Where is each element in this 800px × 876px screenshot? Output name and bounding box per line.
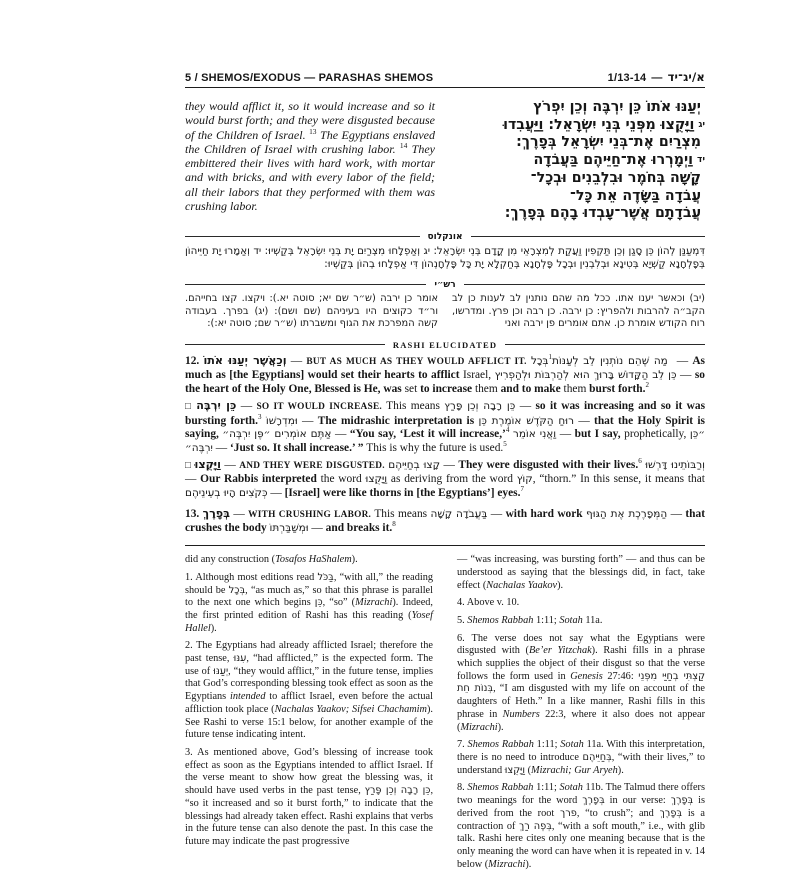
verse-reference-hebrew: א/יג־יד: [667, 70, 705, 84]
hebrew-verse-line: מִצְרַיִם אֶת־בְּנֵי יִשְׂרָאֵל בְּפָרֶךְ:: [516, 134, 701, 151]
verse-number-marker: יד: [697, 155, 705, 166]
footnote-continuation: did any construction (Tosafos HaShalem).: [185, 554, 358, 566]
verse-number-marker: יג: [698, 119, 705, 130]
rashi-elucidated-divider: [185, 340, 705, 350]
divider-rule: [471, 236, 706, 237]
footnote-4: 4. Above v. 10.: [457, 597, 520, 609]
hebrew-verse-line: עֲבֹדָתָם אֲשֶׁר־עָבְדוּ בָהֶם בְּפָרֶךְ:: [504, 205, 701, 222]
footnotes-rule: [185, 545, 705, 546]
divider-rule: [185, 236, 420, 237]
page-reference: [608, 70, 705, 84]
footnote-3: 3. As mentioned above, God’s blessing of increase took effect as soon as the Egyptians intended to afflict Israel. If the verse meant to show how great the blessing was, it should have used verbs in the past tense, כֵּן רָבָה וְכֵן פָּרַץ, “so it increased and so it burst forth,” to indicate that the blessings had already taken effect. Rashi explains that verbs in the future tense can also denote the past. In this case the future may indicate the past progressive: [185, 746, 434, 847]
footnotes-section: [185, 554, 705, 876]
english-translation: they would afflict it, so it would increase and so it would burst forth; and they were disgusted because of the Children of Israel. $^{13}$ The Egyptians enslaved the Children of Israel with crushing labor. $^{14}$ They embittered their lives with hard work, with mortar and with bricks, and with every labor of the field; all their labors that they performed with them was crushing labor.: [185, 99, 436, 214]
hebrew-verse-line: יג וַיָּקֻצוּ מִפְּנֵי בְּנֵי יִשְׂרָאֵל: וַיַּעֲבִדוּ: [503, 116, 705, 133]
rashi-elucidated-label: RASHI ELUCIDATED: [392, 339, 498, 350]
elucidated-paragraph-ken-yirbeh: □ כֵּן יִרְבֶּה — SO IT WOULD INCREASE. This means כֵּן רָבָה וְכֵן פָּרַץ — so it was increasing and so it was bursting forth.$^3$ וּמִדְרָשׁוֹ — The midrashic interpretation is רוּחַ הַקֹּדֶשׁ אוֹמֶרֶת כֵּן — that the Holy Spirit is saying, אַתֶּם אוֹמְרִים ״פֶּן יִרְבֶּה״ — “You say, ‘Lest it will increase,’$^4$ וַאֲנִי אוֹמֵר — but I say, prophetically, ״כֵּן יִרְבֶּה״ — ‘Just so. It shall increase.’ ” This is why the future is used.$^5$: [185, 398, 706, 454]
onkelos-label: אונקלוס: [427, 231, 463, 242]
hebrew-verse-line: עֲבֹדָה בַּשָּׂדֶה אֵת כָּל־: [569, 187, 701, 204]
hebrew-verse-line: יד וַיְמָרְרוּ אֶת־חַיֵּיהֶם בַּעֲבֹדָה: [533, 152, 705, 169]
elucidated-paragraph-v13: 13. בְּפָרֶךְ — WITH CRUSHING LABOR. This means בַּעֲבֹדָה קָשָׁה — with hard work הַמְּפָרֶכֶת אֶת הַגּוּף — that crushes the body וּמְשַׁבַּרְתּוֹ — and breaks it.$^8$: [185, 506, 706, 535]
footnote-6: 6. The verse does not say what the Egyptians were disgusted with (Be’er Yitzchak). Rashi fills in a phrase which supplies the object of their disgust so that the verse follows the form used in Genesis 27:46: קַצְתִּי בְחַיַּי מִפְּנֵי בְּנוֹת חֵת, “I am disgusted with my life on account of the daughters of Heth.” In a like manner, Rashi fills in this phrase in Numbers 22:3, where it also does not appear (Mizrachi).: [457, 632, 705, 733]
onkelos-text: דִּמְעַנַּן לְהוֹן כֵּן סָגַן וְכֵן תַּקְפִין וַעֲקַת לְמִצְרָאֵי מִן קֳדָם בְּנֵי יִשְׂרָאֵל: יג וְאַפְלָחוּ מִצְרַיִם יָת בְּנֵי יִשְׂרָאֵל בְּקַשְׁיוּ: יד וְאַמָרוּ יָת חַיֵּיהוֹן בְּפָלְחָנָא קַשְׁיָא בְּטִינָא וּבְלִבְנִין וּבְכָל פָּלְחָנָא בְּחַקְלָא יָת כָּל פָּלְחָנְהוֹן דִּי אַפְלָחוּ בְהוֹן בְּקַשְׁיוּ:: [185, 244, 705, 270]
footnotes-right-column: [457, 554, 705, 876]
rashi-text: [185, 293, 705, 331]
divider-rule: [185, 344, 385, 345]
torah-section: [185, 99, 705, 223]
rashi-elucidated-section: [185, 354, 705, 536]
footnotes-left-column: [185, 554, 433, 876]
footnote-1: 1. Although most editions read בַּכֹּל, “with all,” the reading should be בְּכָל, “as much as,” so that this phrase is parallel to the next one which begins כֵּן, “so” (Mizrachi). Indeed, the first printed edition of Rashi has this reading (Yosef Hallel).: [185, 571, 434, 634]
footnote-3-continuation: — “was increasing, was bursting forth” — and thus can be understood as saying that the blessings did, in fact, take effect (Nachalas Yaakov).: [457, 554, 705, 591]
verse-reference-english: 1/13-14: [607, 72, 647, 84]
rashi-divider: [185, 280, 705, 290]
footnote-8: 8. Shemos Rabbah 1:11; Sotah 11b. The Talmud there offers two meanings for the word בְּפָרֶךְ in our verse: בְּפָרֶךְ is derived from the root פרך, “to crush”; and בְּפָרֶךְ is a contraction of בְּפֶה רַךְ, “with a soft mouth,” i.e., with glib talk. Rashi here cites only one meaning because that is the only meaning the word can have when it is repeated in v. 14 below (Mizrachi).: [457, 782, 705, 870]
divider-rule: [464, 284, 705, 285]
rashi-column-left: אומר כן ירבה (ש״ר שם יא; סוטה יא.): ויקצו. קצו בחייהם. ור״ד כקוצים היו בעיניהם (שם ושם): (יג) בפרך. בעבודה קשה המפרכת את הגוף ומשברתו (ש״ר שם; סוטה יא:):: [185, 292, 438, 330]
book-page: [185, 0, 705, 876]
hebrew-verse-column: [445, 99, 705, 223]
rashi-label: רש״י: [434, 279, 456, 290]
divider-rule: [185, 284, 426, 285]
reference-separator: —: [651, 72, 663, 84]
footnote-2: 2. The Egyptians had already afflicted Israel; therefore the past tense, עִנּוּ, “had afflicted,” is the expected form. The use of יְעַנּוּ, “they would afflict,” in the future tense, implies that God’s corresponding blessing took effect as soon as the Egyptians intended to afflict Israel, even before the actual affliction took place (Nachalas Yaakov; Sifsei Chachamim). See Rashi to verse 15:1 below, for another example of the future tense indicating intent.: [185, 640, 433, 741]
onkelos-divider: [185, 232, 705, 242]
rashi-column-right: (יב) וכאשר יענו אתו. ככל מה שהם נותנין לב לענות כן לב הקב״ה להרבות ולהפריץ: כן ירבה. כן רבה וכן פרץ. ומדרשו, רוח הקודש אומרת כן. אתם אומרים פן ירבה ואני: [452, 292, 705, 330]
page-header: [185, 70, 705, 88]
book-title: 5 / SHEMOS/EXODUS — PARASHAS SHEMOS: [185, 72, 434, 84]
elucidated-paragraph-vayakutzu: □ וַיָּקֻצוּ — AND THEY WERE DISGUSTED. קָצוּ בְחַיֵּיהֶם — They were disgusted with their lives.$^6$ וְרַבּוֹתֵינוּ דָּרְשׁוּ — Our Rabbis interpreted the word וַיָּקֻצוּ as deriving from the word קוֹץ, “thorn.” In this sense, it means that כְּקֹצִים הָיוּ בְעֵינֵיהֶם — [Israel] were like thorns in [the Egyptians’] eyes.$^7$: [185, 456, 705, 500]
divider-rule: [505, 344, 705, 345]
footnote-7: 7. Shemos Rabbah 1:11; Sotah 11a. With this interpretation, there is no need to introduce בְּחַיֵּיהֶם, “with their lives,” to understand וַיָּקֻצוּ (Mizrachi; Gur Aryeh).: [457, 739, 705, 776]
elucidated-paragraph-v12: 12. וְכַאֲשֶׁר יְעַנּוּ אֹתוֹ — BUT AS MUCH AS THEY WOULD AFFLICT IT. בְּכָל$^1$ מַה שֶּׁהֵם נוֹתְנִין לֵב לְעַנּוֹת — As much as [the Egyptians] would set their hearts to afflict Israel, כֵּן לֵב הַקָּדוֹשׁ בָּרוּךְ הוּא לְהַרְבּוֹת וּלְהַפְרִיץ — so the heart of the Holy One, Blessed is He, was set to increase them and to make them burst forth.$^2$: [185, 352, 705, 396]
hebrew-verse-line: קָשָׁה בְּחֹמֶר וּבִלְבֵנִים וּבְכָל־: [530, 169, 701, 186]
footnote-5: 5. Shemos Rabbah 1:11; Sotah 11a.: [457, 614, 603, 626]
hebrew-verse-line: יְעַנּוּ אֹתוֹ כֵּן יִרְבֶּה וְכֵן יִפְרֹץ: [533, 99, 701, 115]
